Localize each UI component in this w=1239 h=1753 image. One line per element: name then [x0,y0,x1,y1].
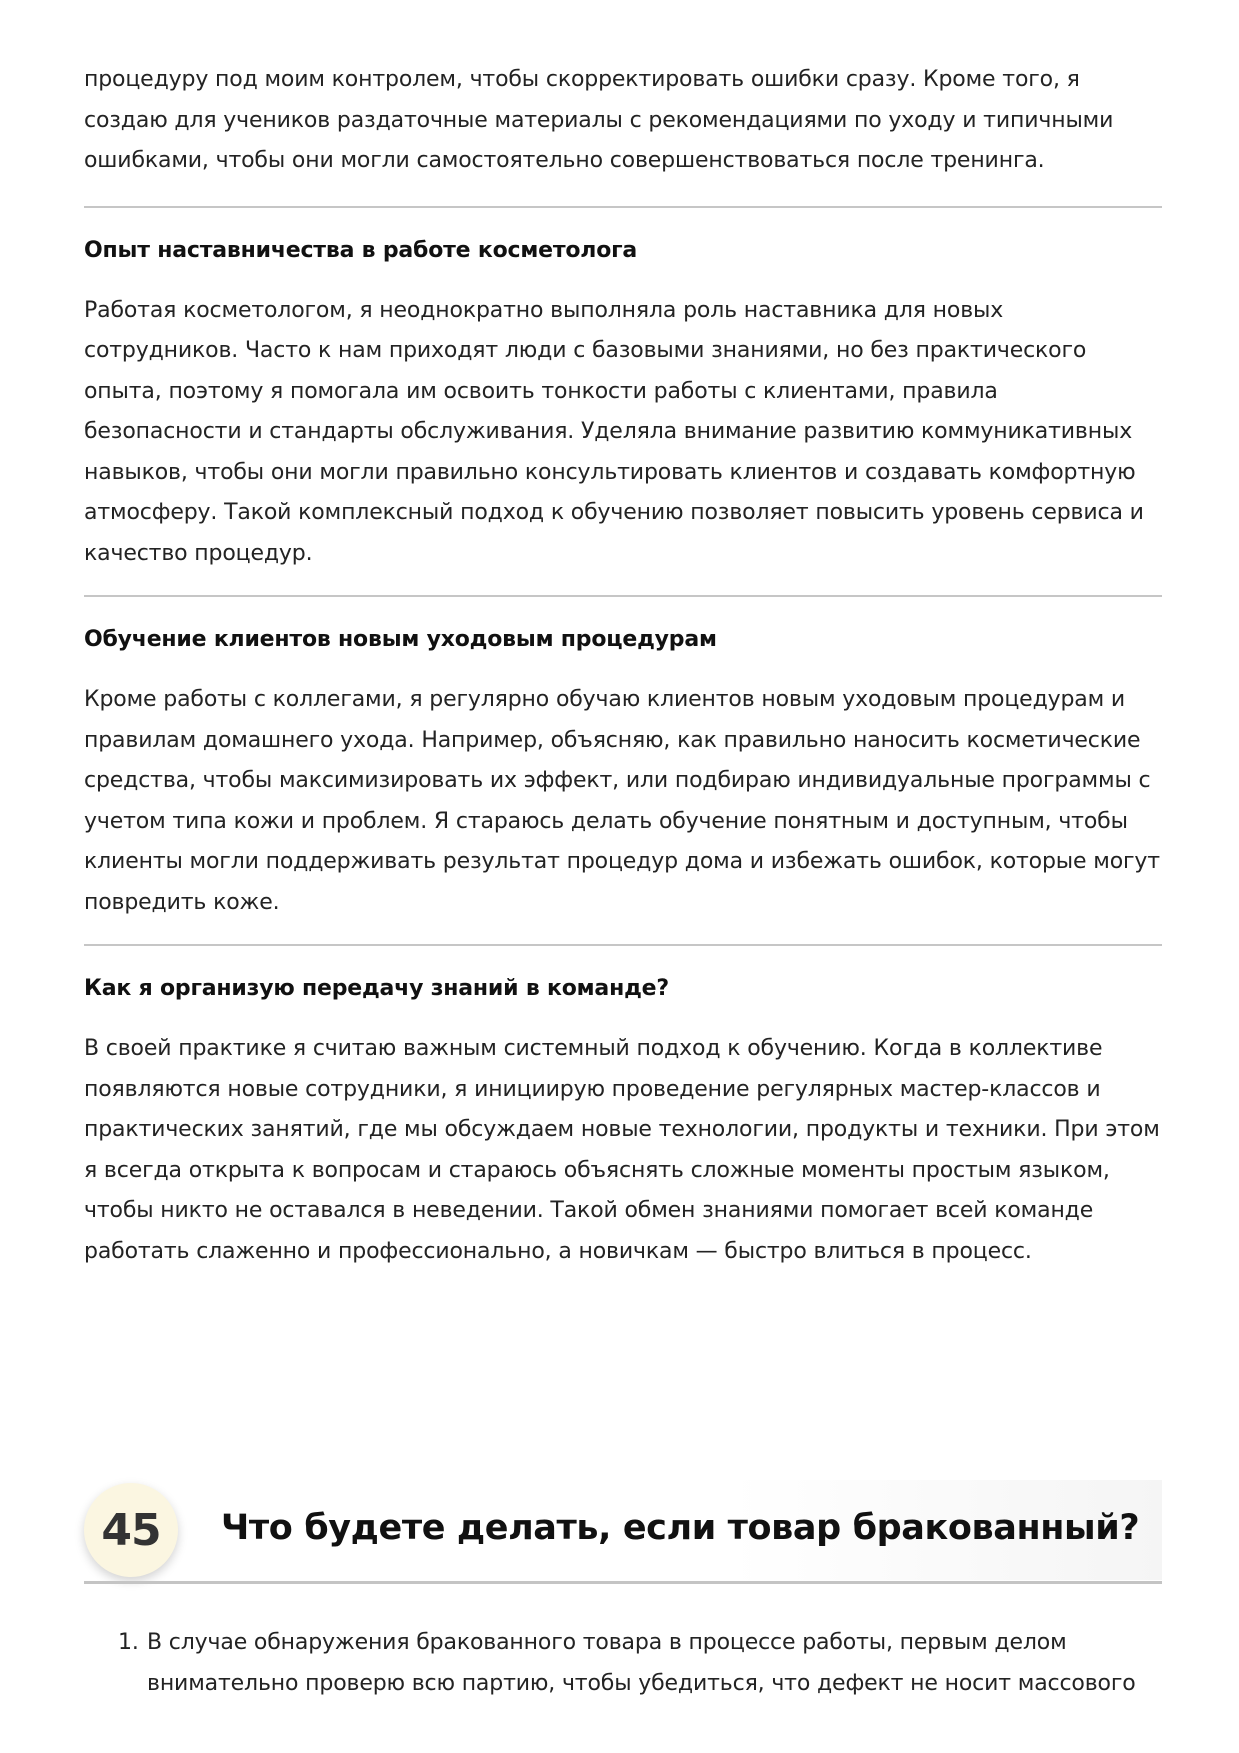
section-divider [84,944,1162,946]
section-divider [84,206,1162,208]
section-body-mentorship: Работая косметологом, я неоднократно выполняла роль наставника для новых сотрудников. Часто к нам приходят люди с базовыми знаниями, но без практического опыта, поэтому я помогала им освоить тонкости работы с клиентами, правила безопасности и стандарты обслуживания. Уделяла внимание развитию коммуникативных навыков, чтобы они могли правильно консультировать клиентов и создавать комфортную атмосферу. Такой комплексный подход к обучению позволяет повысить уровень сервиса и качество процедур. [84,297,1144,566]
section-heading-client-training: Обучение клиентов новым уходовым процедурам [84,627,717,652]
section-body-knowledge-transfer: В своей практике я считаю важным системный подход к обучению. Когда в коллективе появляются новые сотрудники, я инициирую проведение регулярных мастер-классов и практических занятий, где мы обсуждаем новые технологии, продукты и техники. При этом я всегда открыта к вопросам и стараюсь объяснять сложные моменты простым языком, чтобы никто не оставался в неведении. Такой обмен знаниями помогает всей команде работать слаженно и профессионально, а новичкам — быстро влиться в процесс. [84,1036,1160,1264]
answer-list [84,1623,1162,1704]
section-heading-knowledge-transfer: Как я организую передачу знаний в команде? [84,976,669,1001]
list-item-text: В случае обнаружения бракованного товара в процессе работы, первым делом внимательно проверю всю партию, чтобы убедиться, что дефект не носит массового [147,1630,1136,1696]
question-divider [84,1581,1162,1584]
section-heading-mentorship: Опыт наставничества в работе косметолога [84,237,638,263]
section-divider [84,595,1162,597]
document-page [84,0,1162,1272]
question-title: Что будете делать, если товар бракованный? [221,1508,1140,1548]
list-item [84,1623,1162,1704]
intro-paragraph: процедуру под моим контролем, чтобы скорректировать ошибки сразу. Кроме того, я создаю для учеников раздаточные материалы с рекомендациями по уходу и типичными ошибками, чтобы они могли самостоятельно совершенствоваться после тренинга. [84,67,1114,173]
section-body-client-training: Кроме работы с коллегами, я регулярно обучаю клиентов новым уходовым процедурам и правилам домашнего ухода. Например, объясняю, как правильно наносить косметические средства, чтобы максимизировать их эффект, или подбираю индивидуальные программы с учетом типа кожи и проблем. Я стараюсь делать обучение понятным и доступным, чтобы клиенты могли поддерживать результат процедур дома и избежать ошибок, которые могут повредить коже. [84,687,1160,915]
question-number-badge: 45 [84,1483,178,1577]
question-header [84,1480,1162,1580]
list-item-number: 1. [118,1630,139,1655]
